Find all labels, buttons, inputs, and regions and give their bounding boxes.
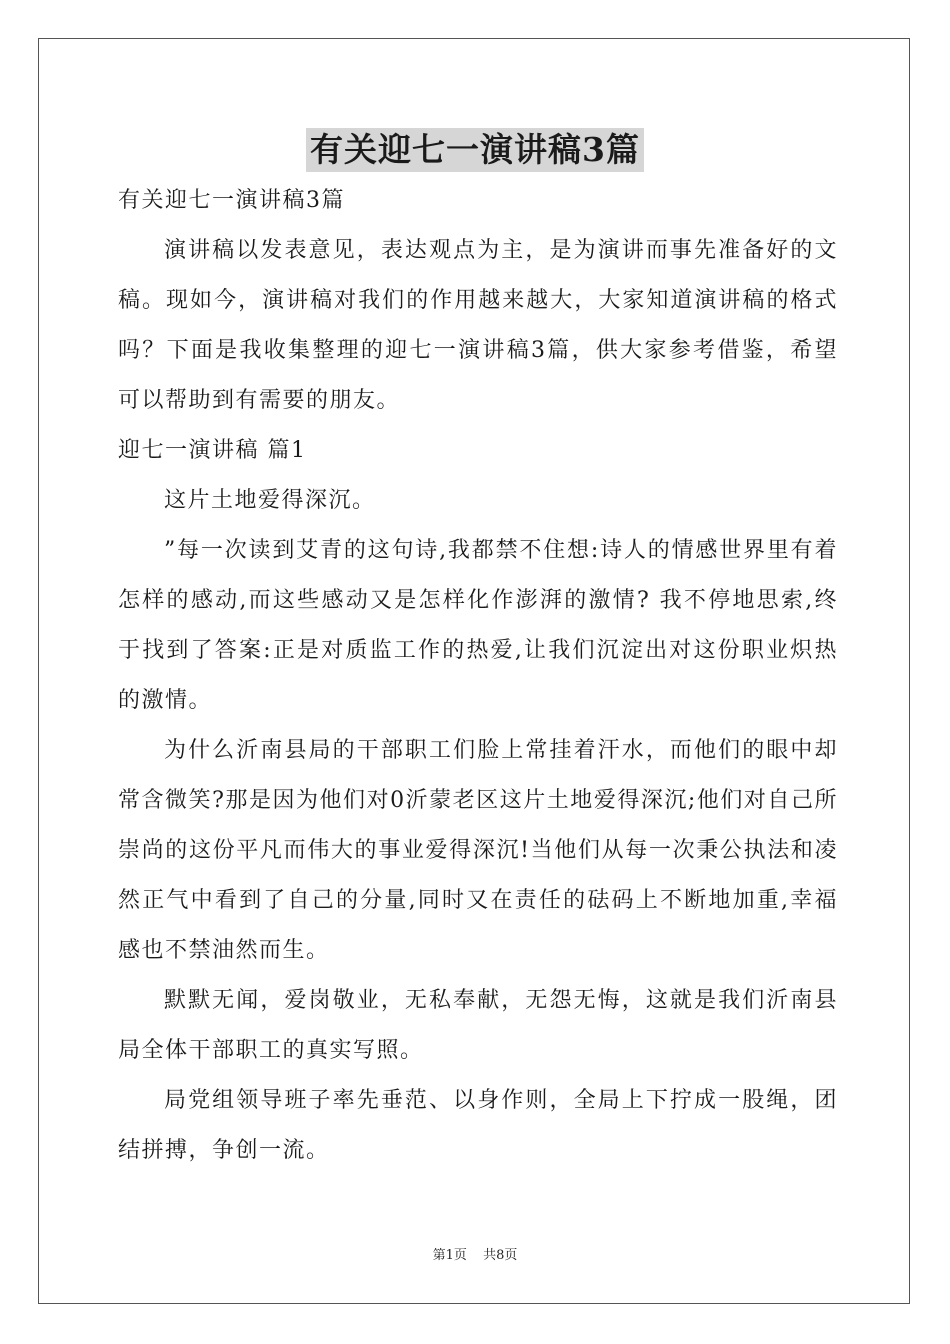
section-heading: 迎七一演讲稿 篇1 [118,438,307,463]
paragraph: 为什么沂南县局的干部职工们脸上常挂着汗水，而他们的眼中却常含微笑?那是因为他们对0沂蒙老区这片土地爱得深沉;他们对自己所崇尚的这份平凡而伟大的事业爱得深沉!当他们从每一次秉公执法和凌然正气中看到了自己的分量,同时又在责任的砝码上不断地加重,幸福感也不禁油然而生。 [118,738,838,963]
page-footer [0,1244,950,1263]
document-body [118,176,838,1176]
paragraph: 这片土地爱得深沉。 [164,488,376,513]
paragraph-intro: 演讲稿以发表意见，表达观点为主，是为演讲而事先准备好的文稿。现如今，演讲稿对我们的作用越来越大，大家知道演讲稿的格式吗？下面是我收集整理的迎七一演讲稿3篇，供大家参考借鉴，希望可以帮助到有需要的朋友。 [118,238,838,413]
document-subtitle: 有关迎七一演讲稿3篇 [118,188,345,213]
document-title: 有关迎七一演讲稿3篇 [306,128,644,172]
paragraph: ”每一次读到艾青的这句诗,我都禁不住想:诗人的情感世界里有着怎样的感动,而这些感动又是怎样化作澎湃的激情? 我不停地思索,终于找到了答案:正是对质监工作的热爱,让我们沉淀出对这份职业炽热的激情。 [118,538,838,713]
title-wrap [0,128,950,172]
paragraph: 默默无闻，爱岗敬业，无私奉献，无怨无悔，这就是我们沂南县局全体干部职工的真实写照。 [118,988,838,1063]
page-total: 共8页 [483,1248,518,1263]
paragraph: 局党组领导班子率先垂范、以身作则，全局上下拧成一股绳，团结拼搏，争创一流。 [118,1088,838,1163]
page-number: 第1页 [432,1248,467,1263]
